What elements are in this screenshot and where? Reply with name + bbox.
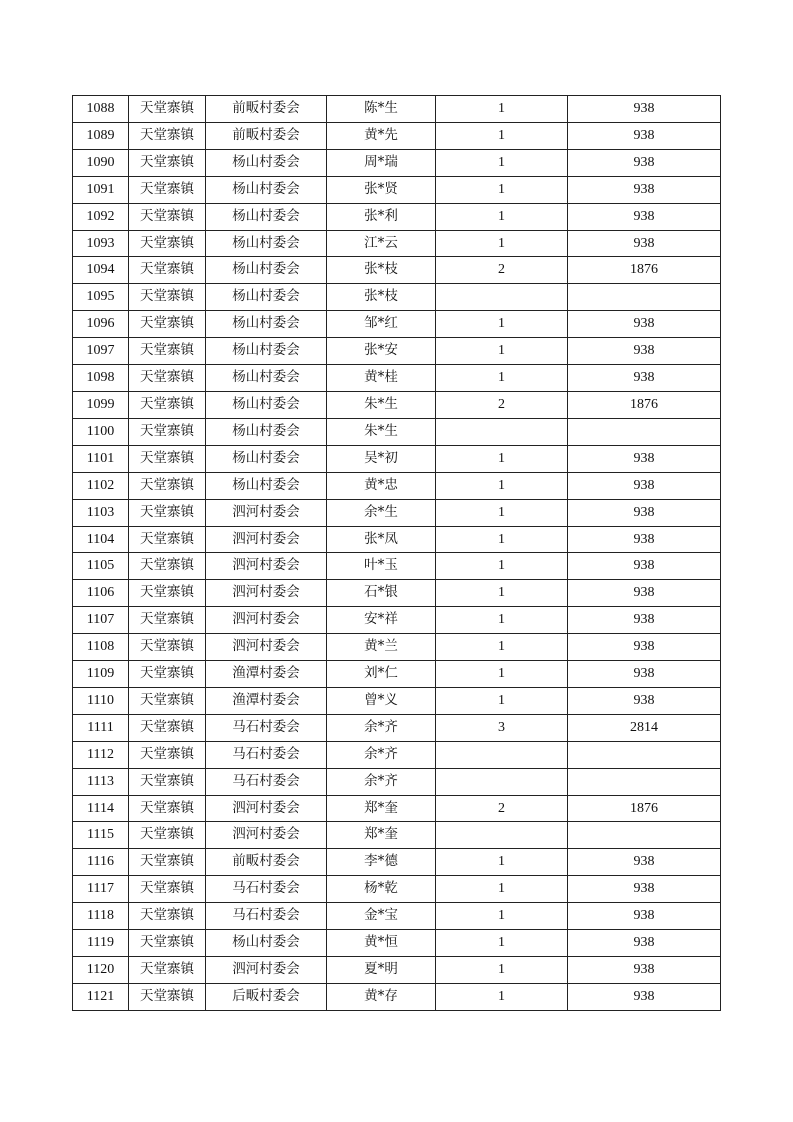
village-cell: 马石村委会 xyxy=(206,741,327,768)
village-cell: 杨山村委会 xyxy=(206,257,327,284)
amount-cell: 1876 xyxy=(568,257,721,284)
row-number-cell: 1110 xyxy=(73,687,129,714)
village-cell: 泗河村委会 xyxy=(206,499,327,526)
name-cell: 黄*桂 xyxy=(327,365,436,392)
village-cell: 杨山村委会 xyxy=(206,284,327,311)
amount-cell: 938 xyxy=(568,607,721,634)
town-cell: 天堂寨镇 xyxy=(129,149,206,176)
count-cell: 1 xyxy=(436,122,568,149)
town-cell: 天堂寨镇 xyxy=(129,714,206,741)
amount-cell: 938 xyxy=(568,122,721,149)
village-cell: 后畈村委会 xyxy=(206,983,327,1010)
name-cell: 吴*初 xyxy=(327,445,436,472)
amount-cell: 938 xyxy=(568,661,721,688)
row-number-cell: 1107 xyxy=(73,607,129,634)
table-row xyxy=(73,257,721,284)
name-cell: 张*枝 xyxy=(327,284,436,311)
town-cell: 天堂寨镇 xyxy=(129,526,206,553)
village-cell: 杨山村委会 xyxy=(206,176,327,203)
row-number-cell: 1106 xyxy=(73,580,129,607)
row-number-cell: 1102 xyxy=(73,472,129,499)
count-cell: 1 xyxy=(436,445,568,472)
village-cell: 杨山村委会 xyxy=(206,930,327,957)
name-cell: 金*宝 xyxy=(327,903,436,930)
amount-cell: 938 xyxy=(568,230,721,257)
amount-cell: 938 xyxy=(568,149,721,176)
row-number-cell: 1109 xyxy=(73,661,129,688)
town-cell: 天堂寨镇 xyxy=(129,499,206,526)
row-number-cell: 1089 xyxy=(73,122,129,149)
town-cell: 天堂寨镇 xyxy=(129,391,206,418)
table-row xyxy=(73,96,721,123)
amount-cell: 938 xyxy=(568,526,721,553)
amount-cell xyxy=(568,741,721,768)
town-cell: 天堂寨镇 xyxy=(129,849,206,876)
name-cell: 张*凤 xyxy=(327,526,436,553)
table-row xyxy=(73,822,721,849)
town-cell: 天堂寨镇 xyxy=(129,338,206,365)
town-cell: 天堂寨镇 xyxy=(129,661,206,688)
town-cell: 天堂寨镇 xyxy=(129,257,206,284)
table-row xyxy=(73,687,721,714)
table-row xyxy=(73,203,721,230)
record-table xyxy=(72,95,721,1011)
table-row xyxy=(73,311,721,338)
table-row xyxy=(73,876,721,903)
count-cell xyxy=(436,418,568,445)
name-cell: 陈*生 xyxy=(327,96,436,123)
amount-cell xyxy=(568,284,721,311)
amount-cell: 938 xyxy=(568,930,721,957)
village-cell: 杨山村委会 xyxy=(206,149,327,176)
row-number-cell: 1094 xyxy=(73,257,129,284)
village-cell: 前畈村委会 xyxy=(206,122,327,149)
row-number-cell: 1116 xyxy=(73,849,129,876)
village-cell: 泗河村委会 xyxy=(206,822,327,849)
row-number-cell: 1114 xyxy=(73,795,129,822)
row-number-cell: 1120 xyxy=(73,957,129,984)
town-cell: 天堂寨镇 xyxy=(129,795,206,822)
amount-cell: 1876 xyxy=(568,795,721,822)
amount-cell: 938 xyxy=(568,472,721,499)
village-cell: 泗河村委会 xyxy=(206,580,327,607)
name-cell: 郑*奎 xyxy=(327,795,436,822)
name-cell: 张*安 xyxy=(327,338,436,365)
count-cell: 1 xyxy=(436,661,568,688)
table-row xyxy=(73,849,721,876)
row-number-cell: 1119 xyxy=(73,930,129,957)
village-cell: 杨山村委会 xyxy=(206,311,327,338)
count-cell: 1 xyxy=(436,876,568,903)
name-cell: 朱*生 xyxy=(327,418,436,445)
village-cell: 泗河村委会 xyxy=(206,553,327,580)
village-cell: 马石村委会 xyxy=(206,714,327,741)
village-cell: 泗河村委会 xyxy=(206,607,327,634)
amount-cell: 1876 xyxy=(568,391,721,418)
amount-cell: 938 xyxy=(568,903,721,930)
count-cell: 1 xyxy=(436,96,568,123)
town-cell: 天堂寨镇 xyxy=(129,903,206,930)
row-number-cell: 1096 xyxy=(73,311,129,338)
row-number-cell: 1115 xyxy=(73,822,129,849)
village-cell: 前畈村委会 xyxy=(206,849,327,876)
amount-cell: 938 xyxy=(568,311,721,338)
town-cell: 天堂寨镇 xyxy=(129,768,206,795)
row-number-cell: 1108 xyxy=(73,634,129,661)
count-cell xyxy=(436,284,568,311)
name-cell: 杨*乾 xyxy=(327,876,436,903)
count-cell: 1 xyxy=(436,849,568,876)
name-cell: 黄*恒 xyxy=(327,930,436,957)
count-cell: 1 xyxy=(436,365,568,392)
name-cell: 李*德 xyxy=(327,849,436,876)
village-cell: 泗河村委会 xyxy=(206,957,327,984)
row-number-cell: 1091 xyxy=(73,176,129,203)
row-number-cell: 1097 xyxy=(73,338,129,365)
table-row xyxy=(73,499,721,526)
table-row xyxy=(73,472,721,499)
name-cell: 曾*义 xyxy=(327,687,436,714)
village-cell: 渔潭村委会 xyxy=(206,687,327,714)
town-cell: 天堂寨镇 xyxy=(129,122,206,149)
town-cell: 天堂寨镇 xyxy=(129,96,206,123)
name-cell: 江*云 xyxy=(327,230,436,257)
town-cell: 天堂寨镇 xyxy=(129,822,206,849)
row-number-cell: 1100 xyxy=(73,418,129,445)
table-row xyxy=(73,176,721,203)
amount-cell: 938 xyxy=(568,553,721,580)
row-number-cell: 1099 xyxy=(73,391,129,418)
row-number-cell: 1104 xyxy=(73,526,129,553)
town-cell: 天堂寨镇 xyxy=(129,687,206,714)
town-cell: 天堂寨镇 xyxy=(129,957,206,984)
amount-cell xyxy=(568,418,721,445)
row-number-cell: 1098 xyxy=(73,365,129,392)
count-cell: 1 xyxy=(436,203,568,230)
table-row xyxy=(73,768,721,795)
count-cell: 1 xyxy=(436,957,568,984)
name-cell: 余*齐 xyxy=(327,714,436,741)
row-number-cell: 1118 xyxy=(73,903,129,930)
town-cell: 天堂寨镇 xyxy=(129,365,206,392)
name-cell: 郑*奎 xyxy=(327,822,436,849)
village-cell: 杨山村委会 xyxy=(206,418,327,445)
amount-cell: 938 xyxy=(568,176,721,203)
village-cell: 马石村委会 xyxy=(206,768,327,795)
table-row xyxy=(73,930,721,957)
count-cell: 1 xyxy=(436,230,568,257)
row-number-cell: 1111 xyxy=(73,714,129,741)
name-cell: 邹*红 xyxy=(327,311,436,338)
village-cell: 杨山村委会 xyxy=(206,445,327,472)
table-row xyxy=(73,391,721,418)
row-number-cell: 1092 xyxy=(73,203,129,230)
count-cell: 1 xyxy=(436,983,568,1010)
table-row xyxy=(73,580,721,607)
count-cell: 1 xyxy=(436,930,568,957)
name-cell: 张*枝 xyxy=(327,257,436,284)
count-cell xyxy=(436,822,568,849)
table-row xyxy=(73,634,721,661)
count-cell xyxy=(436,768,568,795)
amount-cell xyxy=(568,822,721,849)
count-cell xyxy=(436,741,568,768)
name-cell: 安*祥 xyxy=(327,607,436,634)
table-row xyxy=(73,418,721,445)
amount-cell: 938 xyxy=(568,957,721,984)
amount-cell: 938 xyxy=(568,445,721,472)
amount-cell: 938 xyxy=(568,499,721,526)
count-cell: 1 xyxy=(436,176,568,203)
table-row xyxy=(73,445,721,472)
table-row xyxy=(73,983,721,1010)
town-cell: 天堂寨镇 xyxy=(129,230,206,257)
amount-cell: 938 xyxy=(568,687,721,714)
count-cell: 1 xyxy=(436,903,568,930)
village-cell: 马石村委会 xyxy=(206,876,327,903)
table-row xyxy=(73,122,721,149)
village-cell: 杨山村委会 xyxy=(206,365,327,392)
count-cell: 1 xyxy=(436,472,568,499)
name-cell: 刘*仁 xyxy=(327,661,436,688)
name-cell: 黄*先 xyxy=(327,122,436,149)
village-cell: 杨山村委会 xyxy=(206,338,327,365)
count-cell: 1 xyxy=(436,580,568,607)
town-cell: 天堂寨镇 xyxy=(129,930,206,957)
name-cell: 朱*生 xyxy=(327,391,436,418)
town-cell: 天堂寨镇 xyxy=(129,418,206,445)
name-cell: 张*贤 xyxy=(327,176,436,203)
count-cell: 1 xyxy=(436,607,568,634)
town-cell: 天堂寨镇 xyxy=(129,607,206,634)
row-number-cell: 1121 xyxy=(73,983,129,1010)
table-row xyxy=(73,526,721,553)
name-cell: 张*利 xyxy=(327,203,436,230)
town-cell: 天堂寨镇 xyxy=(129,741,206,768)
table-row xyxy=(73,714,721,741)
table-row xyxy=(73,338,721,365)
amount-cell: 2814 xyxy=(568,714,721,741)
row-number-cell: 1113 xyxy=(73,768,129,795)
count-cell: 1 xyxy=(436,338,568,365)
town-cell: 天堂寨镇 xyxy=(129,203,206,230)
count-cell: 2 xyxy=(436,391,568,418)
row-number-cell: 1105 xyxy=(73,553,129,580)
town-cell: 天堂寨镇 xyxy=(129,445,206,472)
row-number-cell: 1103 xyxy=(73,499,129,526)
village-cell: 杨山村委会 xyxy=(206,203,327,230)
village-cell: 泗河村委会 xyxy=(206,795,327,822)
town-cell: 天堂寨镇 xyxy=(129,580,206,607)
table-row xyxy=(73,230,721,257)
table-row xyxy=(73,903,721,930)
table-row xyxy=(73,741,721,768)
town-cell: 天堂寨镇 xyxy=(129,553,206,580)
count-cell: 1 xyxy=(436,634,568,661)
village-cell: 杨山村委会 xyxy=(206,230,327,257)
row-number-cell: 1101 xyxy=(73,445,129,472)
count-cell: 1 xyxy=(436,526,568,553)
town-cell: 天堂寨镇 xyxy=(129,472,206,499)
table-row xyxy=(73,661,721,688)
village-cell: 前畈村委会 xyxy=(206,96,327,123)
name-cell: 黄*忠 xyxy=(327,472,436,499)
table-row xyxy=(73,365,721,392)
row-number-cell: 1090 xyxy=(73,149,129,176)
table-row xyxy=(73,795,721,822)
village-cell: 杨山村委会 xyxy=(206,391,327,418)
count-cell: 1 xyxy=(436,499,568,526)
amount-cell: 938 xyxy=(568,96,721,123)
town-cell: 天堂寨镇 xyxy=(129,176,206,203)
amount-cell: 938 xyxy=(568,849,721,876)
village-cell: 泗河村委会 xyxy=(206,526,327,553)
amount-cell: 938 xyxy=(568,634,721,661)
name-cell: 石*银 xyxy=(327,580,436,607)
village-cell: 马石村委会 xyxy=(206,903,327,930)
amount-cell: 938 xyxy=(568,203,721,230)
record-table-body xyxy=(73,96,721,1011)
amount-cell: 938 xyxy=(568,365,721,392)
town-cell: 天堂寨镇 xyxy=(129,876,206,903)
table-row xyxy=(73,607,721,634)
name-cell: 周*瑞 xyxy=(327,149,436,176)
town-cell: 天堂寨镇 xyxy=(129,634,206,661)
row-number-cell: 1093 xyxy=(73,230,129,257)
table-row xyxy=(73,284,721,311)
table-row xyxy=(73,957,721,984)
table-row xyxy=(73,553,721,580)
name-cell: 黄*兰 xyxy=(327,634,436,661)
count-cell: 1 xyxy=(436,553,568,580)
amount-cell xyxy=(568,768,721,795)
count-cell: 3 xyxy=(436,714,568,741)
count-cell: 2 xyxy=(436,257,568,284)
row-number-cell: 1088 xyxy=(73,96,129,123)
village-cell: 杨山村委会 xyxy=(206,472,327,499)
amount-cell: 938 xyxy=(568,983,721,1010)
name-cell: 余*生 xyxy=(327,499,436,526)
name-cell: 叶*玉 xyxy=(327,553,436,580)
count-cell: 1 xyxy=(436,149,568,176)
name-cell: 夏*明 xyxy=(327,957,436,984)
village-cell: 渔潭村委会 xyxy=(206,661,327,688)
amount-cell: 938 xyxy=(568,580,721,607)
count-cell: 1 xyxy=(436,687,568,714)
row-number-cell: 1117 xyxy=(73,876,129,903)
village-cell: 泗河村委会 xyxy=(206,634,327,661)
count-cell: 2 xyxy=(436,795,568,822)
row-number-cell: 1112 xyxy=(73,741,129,768)
name-cell: 余*齐 xyxy=(327,768,436,795)
town-cell: 天堂寨镇 xyxy=(129,311,206,338)
town-cell: 天堂寨镇 xyxy=(129,983,206,1010)
row-number-cell: 1095 xyxy=(73,284,129,311)
table-row xyxy=(73,149,721,176)
town-cell: 天堂寨镇 xyxy=(129,284,206,311)
amount-cell: 938 xyxy=(568,876,721,903)
name-cell: 余*齐 xyxy=(327,741,436,768)
count-cell: 1 xyxy=(436,311,568,338)
name-cell: 黄*存 xyxy=(327,983,436,1010)
amount-cell: 938 xyxy=(568,338,721,365)
